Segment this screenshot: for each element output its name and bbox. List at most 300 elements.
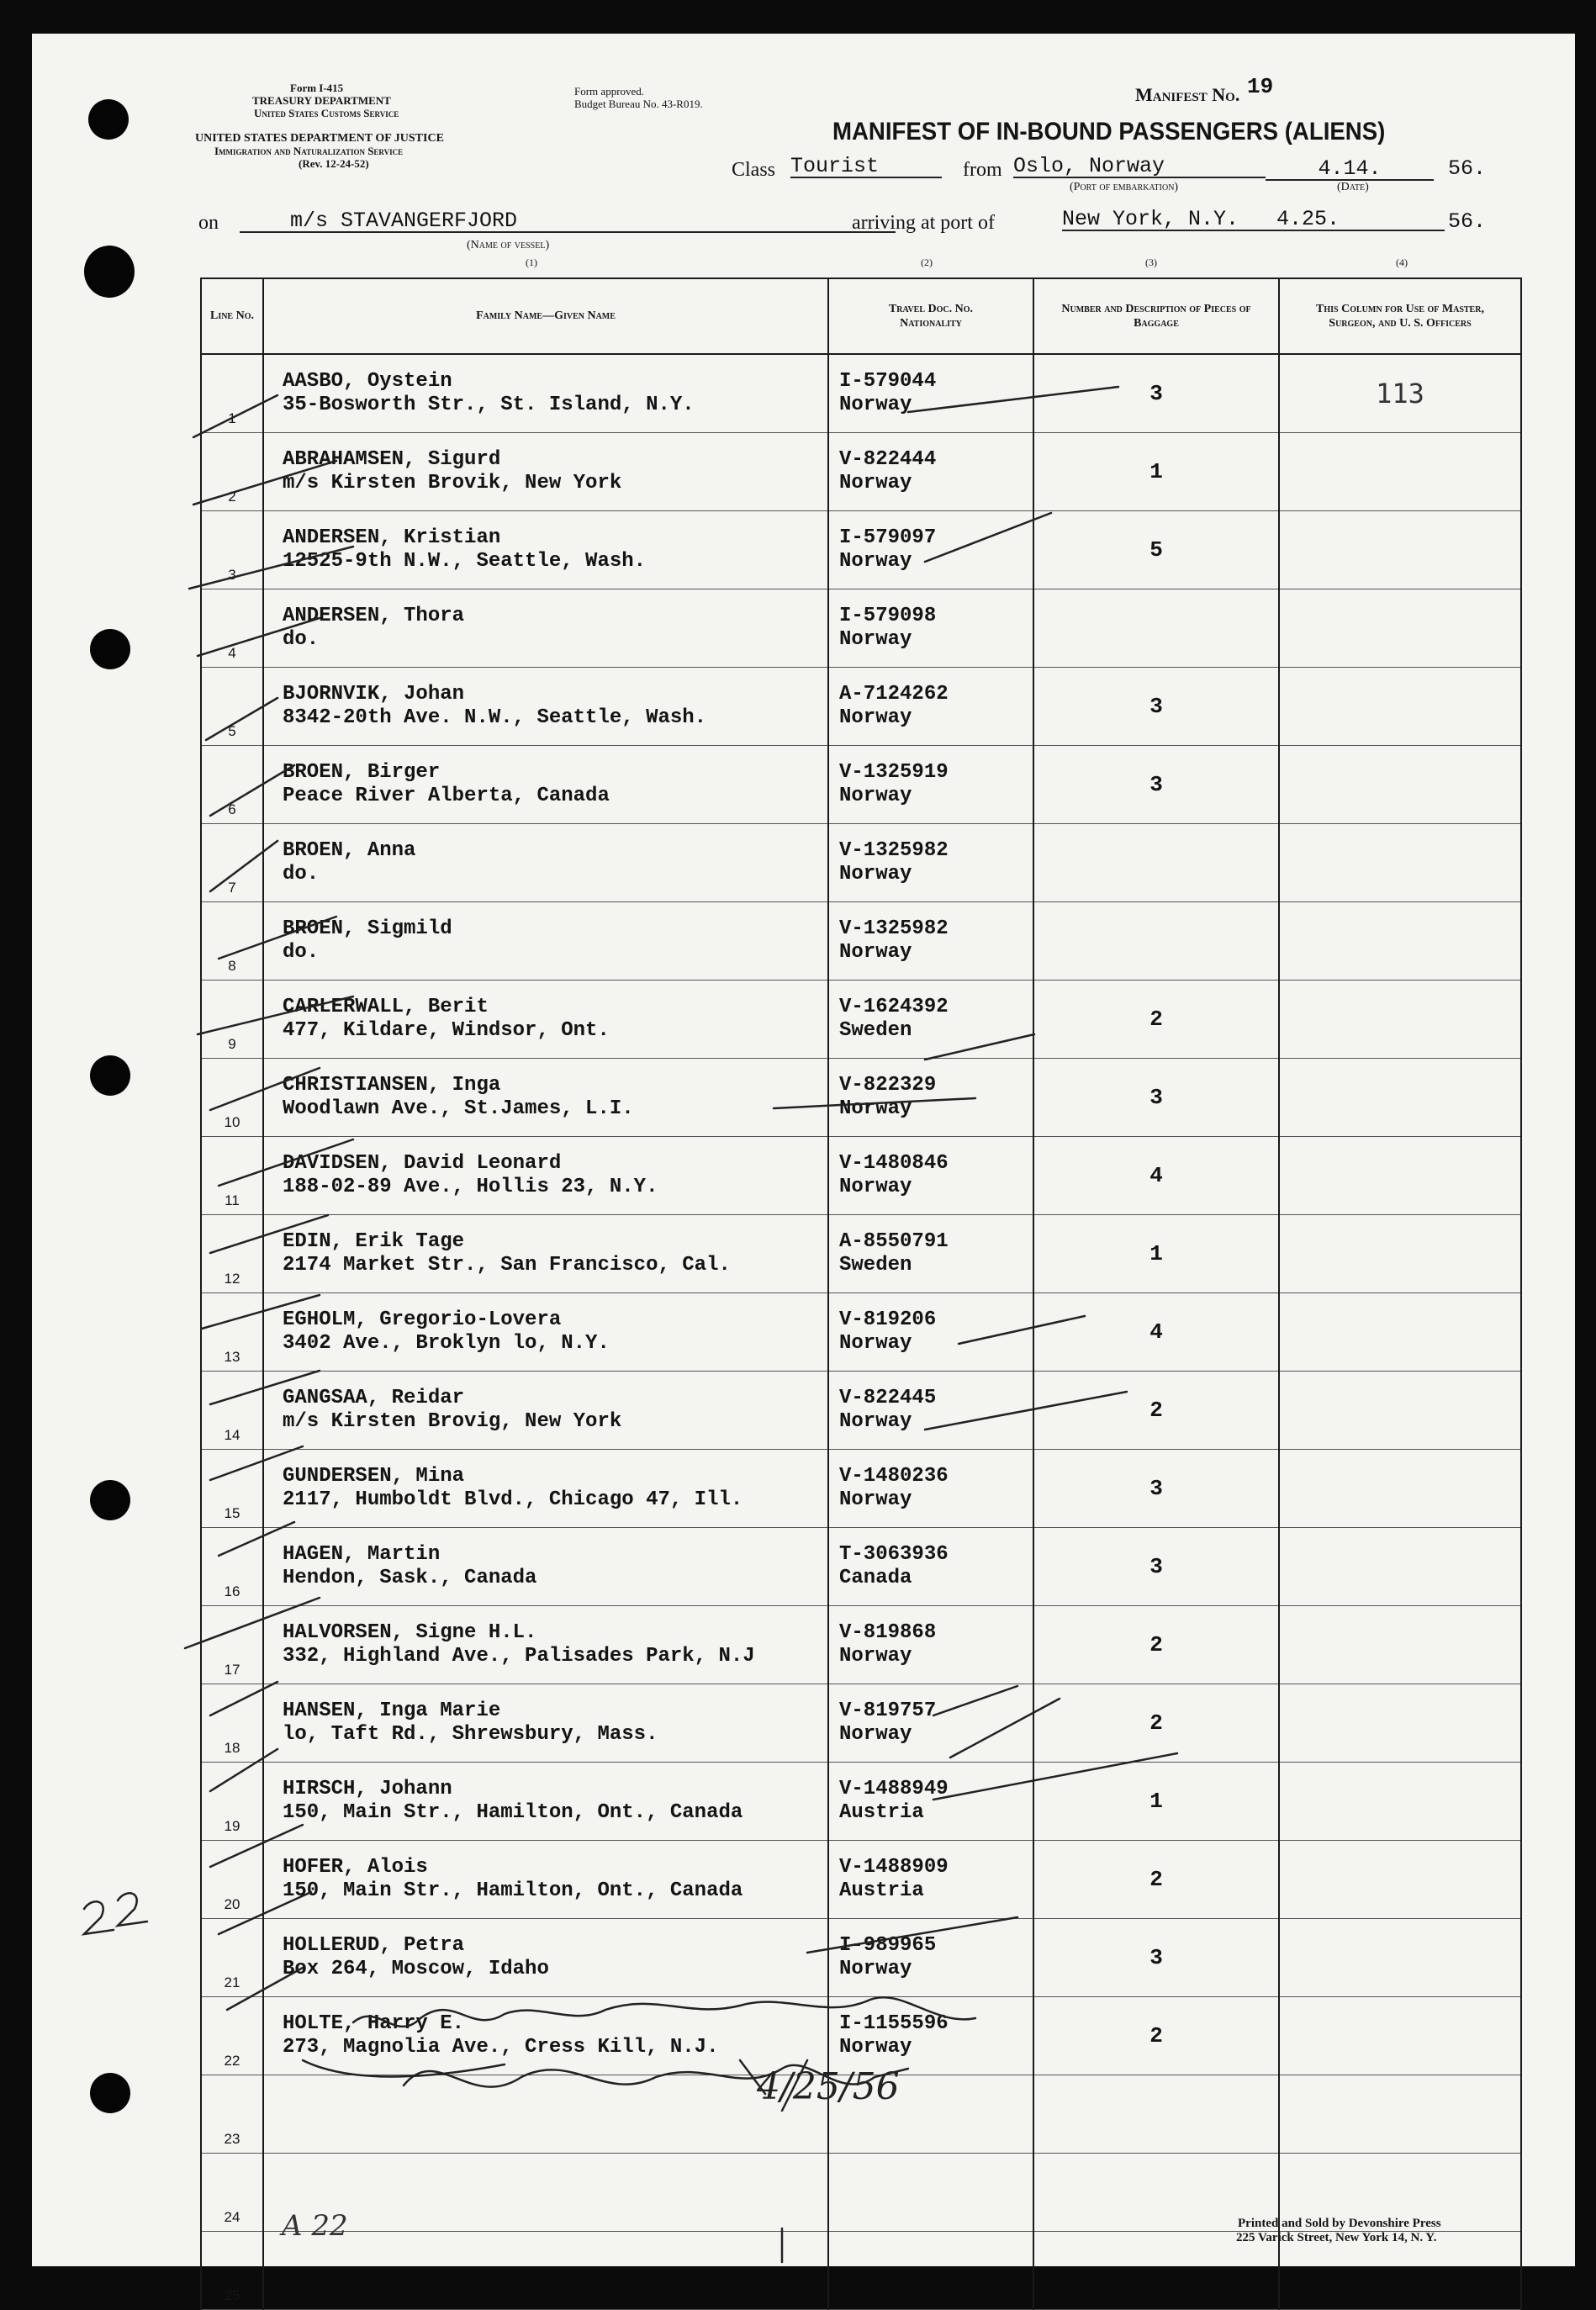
baggage-cell bbox=[1033, 1059, 1279, 1137]
baggage-cell bbox=[1033, 1997, 1279, 2075]
travel-doc-number: V-822445 bbox=[839, 1387, 937, 1410]
travel-doc-number: I-1155596 bbox=[839, 2012, 949, 2036]
travel-doc-number: I-579098 bbox=[839, 605, 937, 628]
vessel-name: m/s STAVANGERFJORD bbox=[240, 210, 896, 233]
baggage-cell bbox=[1033, 1919, 1279, 1997]
line-number bbox=[201, 1684, 263, 1763]
travel-doc-cell bbox=[828, 1215, 1033, 1293]
passenger-name: BROEN, Anna bbox=[283, 839, 416, 863]
passenger-name: HOLTE, Harry E. bbox=[283, 2012, 465, 2036]
line-number-text: 2 bbox=[228, 489, 236, 505]
nationality: Norway bbox=[839, 628, 912, 651]
passenger-address: 188-02-89 Ave., Hollis 23, N.Y. bbox=[283, 1176, 658, 1198]
revision-date: (Rev. 12-24-52) bbox=[299, 157, 369, 170]
passenger-name-cell bbox=[263, 1919, 828, 1997]
passenger-name: HAGEN, Martin bbox=[283, 1543, 441, 1567]
baggage-count: 3 bbox=[1149, 694, 1163, 719]
passenger-name-cell bbox=[263, 1450, 828, 1528]
passenger-name: GUNDERSEN, Mina bbox=[283, 1465, 465, 1488]
officer-cell bbox=[1279, 1372, 1521, 1450]
travel-doc-number: V-822444 bbox=[839, 448, 937, 472]
passenger-name: EDIN, Erik Tage bbox=[283, 1230, 465, 1254]
line-number-text: 8 bbox=[228, 958, 236, 974]
baggage-cell bbox=[1033, 2075, 1279, 2154]
baggage-count: 1 bbox=[1149, 1789, 1163, 1814]
travel-doc-cell bbox=[828, 1528, 1033, 1606]
baggage-cell bbox=[1033, 1137, 1279, 1215]
baggage-cell bbox=[1033, 354, 1279, 433]
travel-doc-number: V-1488949 bbox=[839, 1778, 949, 1801]
baggage-count: 2 bbox=[1149, 1867, 1163, 1892]
passenger-address: 8342-20th Ave. N.W., Seattle, Wash. bbox=[283, 706, 707, 729]
table-row bbox=[201, 1841, 1521, 1919]
baggage-count: 3 bbox=[1149, 1085, 1163, 1110]
passenger-name-cell bbox=[263, 1137, 828, 1215]
line-number bbox=[201, 1293, 263, 1372]
signature-note bbox=[521, 2027, 645, 2037]
line-number-text: 19 bbox=[224, 1818, 240, 1834]
passenger-name: DAVIDSEN, David Leonard bbox=[283, 1152, 562, 1176]
travel-doc-number: V-819206 bbox=[839, 1308, 937, 1332]
table-row bbox=[201, 1763, 1521, 1841]
line-number bbox=[201, 1763, 263, 1841]
col-num-1-top: (1) bbox=[526, 256, 537, 268]
travel-doc-number: I-579097 bbox=[839, 526, 937, 550]
baggage-cell bbox=[1033, 1372, 1279, 1450]
officer-cell bbox=[1279, 1606, 1521, 1684]
travel-doc-cell bbox=[828, 2232, 1033, 2310]
arrival-port: New York, N.Y. bbox=[1062, 209, 1276, 231]
passenger-address: 273, Magnolia Ave., Cress Kill, N.J. bbox=[283, 2036, 719, 2059]
table-row bbox=[201, 511, 1521, 589]
baggage-cell bbox=[1033, 902, 1279, 981]
line-number bbox=[201, 668, 263, 746]
passenger-address: do. bbox=[283, 628, 320, 651]
table-row bbox=[201, 589, 1521, 668]
officer-cell bbox=[1279, 668, 1521, 746]
line-number-text: 22 bbox=[224, 2053, 240, 2069]
passenger-address: 150, Main Str., Hamilton, Ont., Canada bbox=[283, 1801, 743, 1824]
baggage-cell bbox=[1033, 1528, 1279, 1606]
passenger-address: Peace River Alberta, Canada bbox=[283, 785, 610, 807]
passenger-name-cell bbox=[263, 981, 828, 1059]
passenger-address: 3402 Ave., Broklyn lo, N.Y. bbox=[283, 1332, 610, 1355]
passenger-name: HOLLERUD, Petra bbox=[283, 1934, 465, 1958]
baggage-cell bbox=[1033, 824, 1279, 902]
line-number bbox=[201, 433, 263, 511]
line-number-text: 13 bbox=[224, 1349, 240, 1365]
nationality: Norway bbox=[839, 550, 912, 573]
travel-doc-cell bbox=[828, 1997, 1033, 2075]
on-label: on bbox=[198, 212, 219, 234]
line-number-text: 1 bbox=[228, 410, 236, 426]
nationality: Norway bbox=[839, 1958, 912, 1980]
vessel-caption: (Name of vessel) bbox=[467, 239, 550, 251]
travel-doc-number: V-1488909 bbox=[839, 1856, 949, 1879]
form-approved: Form approved. bbox=[574, 85, 645, 98]
line-number bbox=[201, 1997, 263, 2075]
officer-cell bbox=[1279, 589, 1521, 668]
officer-cell bbox=[1279, 2075, 1521, 2154]
table-row bbox=[201, 981, 1521, 1059]
line-number-text: 4 bbox=[228, 645, 236, 661]
officer-cell bbox=[1279, 1450, 1521, 1528]
travel-doc-number: V-1480236 bbox=[839, 1465, 949, 1488]
passenger-address: 35-Bosworth Str., St. Island, N.Y. bbox=[283, 394, 695, 416]
passenger-name: ANDERSEN, Thora bbox=[283, 605, 465, 628]
passenger-name-cell bbox=[263, 1293, 828, 1372]
passenger-name: HOFER, Alois bbox=[283, 1856, 428, 1879]
line-number-text: 5 bbox=[228, 723, 236, 739]
printer-line-1: Printed and Sold by Devonshire Press bbox=[1238, 2217, 1441, 2230]
passenger-address: Woodlawn Ave., St.James, L.I. bbox=[283, 1097, 634, 1120]
justice-dept: UNITED STATES DEPARTMENT OF JUSTICE bbox=[195, 132, 444, 145]
line-number bbox=[201, 2075, 263, 2154]
passenger-name-cell bbox=[263, 746, 828, 824]
passenger-name-cell bbox=[263, 433, 828, 511]
line-number bbox=[201, 746, 263, 824]
line-number-text: 25 bbox=[224, 2287, 240, 2303]
line-number-text: 11 bbox=[225, 1192, 240, 1208]
line-number-text: 17 bbox=[224, 1662, 240, 1678]
table-row bbox=[201, 824, 1521, 902]
travel-doc-cell bbox=[828, 511, 1033, 589]
baggage-cell bbox=[1033, 1684, 1279, 1763]
travel-doc-cell bbox=[828, 433, 1033, 511]
nationality: Norway bbox=[839, 1176, 912, 1198]
table-row bbox=[201, 1606, 1521, 1684]
baggage-count: 2 bbox=[1149, 1710, 1163, 1736]
passenger-name-cell bbox=[263, 902, 828, 981]
from-label: from bbox=[963, 159, 1002, 181]
arriving-label: arriving at port of bbox=[852, 212, 995, 234]
nationality: Norway bbox=[839, 1097, 912, 1120]
travel-doc-cell bbox=[828, 1919, 1033, 1997]
passenger-name-cell bbox=[263, 589, 828, 668]
col-num-2: (2) bbox=[921, 256, 933, 268]
line-number bbox=[201, 354, 263, 433]
signature-date: 4/25/56 bbox=[757, 2065, 900, 2108]
binder-hole bbox=[88, 99, 129, 140]
baggage-count: 2 bbox=[1149, 1007, 1163, 1032]
passenger-name-cell bbox=[263, 1606, 828, 1684]
treasury-dept: TREASURY DEPARTMENT bbox=[252, 94, 391, 107]
baggage-cell bbox=[1033, 589, 1279, 668]
officer-cell bbox=[1279, 1763, 1521, 1841]
baggage-count: 1 bbox=[1149, 1241, 1163, 1266]
line-number-text: 15 bbox=[224, 1505, 240, 1521]
col-header-officers: This Column for Use of Master, Surgeon, and U. S. Officers bbox=[1279, 278, 1521, 354]
passenger-name: CHRISTIANSEN, Inga bbox=[283, 1074, 501, 1097]
table-row bbox=[201, 1919, 1521, 1997]
table-row bbox=[201, 1137, 1521, 1215]
officer-cell bbox=[1279, 1137, 1521, 1215]
table-row bbox=[201, 433, 1521, 511]
baggage-cell bbox=[1033, 1763, 1279, 1841]
binder-hole bbox=[84, 246, 135, 298]
passenger-name-cell bbox=[263, 1528, 828, 1606]
baggage-cell bbox=[1033, 746, 1279, 824]
passenger-name-cell bbox=[263, 1372, 828, 1450]
officer-cell bbox=[1279, 981, 1521, 1059]
passenger-name-cell bbox=[263, 1215, 828, 1293]
baggage-cell bbox=[1033, 668, 1279, 746]
travel-doc-cell bbox=[828, 1137, 1033, 1215]
nationality: Norway bbox=[839, 1645, 912, 1668]
line-number-text: 3 bbox=[228, 567, 236, 583]
passenger-address: lo, Taft Rd., Shrewsbury, Mass. bbox=[283, 1723, 658, 1746]
nationality: Norway bbox=[839, 394, 912, 416]
line-number bbox=[201, 824, 263, 902]
line-number-text: 18 bbox=[224, 1740, 240, 1756]
table-row bbox=[201, 902, 1521, 981]
passenger-name: HALVORSEN, Signe H.L. bbox=[283, 1621, 537, 1645]
travel-doc-number: V-1325982 bbox=[839, 917, 949, 941]
line-number-text: 21 bbox=[224, 1974, 240, 1990]
officer-cell bbox=[1279, 511, 1521, 589]
passenger-address: do. bbox=[283, 863, 320, 885]
class-label: Class bbox=[732, 159, 776, 181]
table-row bbox=[201, 746, 1521, 824]
officer-cell bbox=[1279, 902, 1521, 981]
class-value: Tourist bbox=[790, 156, 942, 178]
table-row bbox=[201, 668, 1521, 746]
table-row bbox=[201, 1293, 1521, 1372]
passenger-name-cell bbox=[263, 1841, 828, 1919]
travel-doc-cell bbox=[828, 589, 1033, 668]
baggage-cell bbox=[1033, 1215, 1279, 1293]
passenger-name-cell bbox=[263, 511, 828, 589]
travel-doc-cell bbox=[828, 824, 1033, 902]
baggage-count: 3 bbox=[1149, 772, 1163, 797]
travel-doc-number: I-989965 bbox=[839, 1934, 937, 1958]
passenger-name: ABRAHAMSEN, Sigurd bbox=[283, 448, 501, 472]
passenger-name: ANDERSEN, Kristian bbox=[283, 526, 501, 550]
officer-cell bbox=[1279, 746, 1521, 824]
travel-doc-cell bbox=[828, 2154, 1033, 2232]
nationality: Norway bbox=[839, 472, 912, 494]
line-number-text: 23 bbox=[224, 2131, 240, 2147]
baggage-count: 3 bbox=[1149, 1476, 1163, 1501]
nationality: Norway bbox=[839, 706, 912, 729]
travel-doc-cell bbox=[828, 1059, 1033, 1137]
passenger-name-cell bbox=[263, 2075, 828, 2154]
line-number bbox=[201, 2232, 263, 2310]
table-row bbox=[201, 1684, 1521, 1763]
travel-doc-cell bbox=[828, 981, 1033, 1059]
passenger-name: GANGSAA, Reidar bbox=[283, 1387, 465, 1410]
table-row bbox=[201, 1215, 1521, 1293]
travel-doc-cell bbox=[828, 1372, 1033, 1450]
travel-doc-number: V-819757 bbox=[839, 1699, 937, 1723]
travel-doc-cell bbox=[828, 354, 1033, 433]
officer-cell bbox=[1279, 1684, 1521, 1763]
officer-cell bbox=[1279, 1997, 1521, 2075]
line-number bbox=[201, 981, 263, 1059]
nationality: Norway bbox=[839, 863, 912, 885]
nationality: Norway bbox=[839, 1332, 912, 1355]
passenger-address: 332, Highland Ave., Palisades Park, N.J bbox=[283, 1645, 755, 1668]
passenger-address: Hendon, Sask., Canada bbox=[283, 1567, 537, 1589]
travel-doc-cell bbox=[828, 1763, 1033, 1841]
line-number-text: 24 bbox=[224, 2209, 240, 2225]
travel-doc-cell bbox=[828, 1293, 1033, 1372]
officer-cell bbox=[1279, 1841, 1521, 1919]
passenger-address: 150, Main Str., Hamilton, Ont., Canada bbox=[283, 1879, 743, 1902]
nationality: Austria bbox=[839, 1801, 924, 1824]
nationality: Norway bbox=[839, 1488, 912, 1511]
baggage-cell bbox=[1033, 981, 1279, 1059]
passenger-table bbox=[200, 278, 1522, 2310]
passenger-name-cell bbox=[263, 2232, 828, 2310]
line-number-text: 7 bbox=[228, 880, 236, 896]
officer-cell bbox=[1279, 824, 1521, 902]
baggage-cell bbox=[1033, 1293, 1279, 1372]
travel-doc-cell bbox=[828, 746, 1033, 824]
date-caption: (Date) bbox=[1337, 181, 1369, 193]
manifest-title: MANIFEST OF IN-BOUND PASSENGERS (ALIENS) bbox=[832, 118, 1386, 145]
nationality: Norway bbox=[839, 2036, 912, 2059]
passenger-address: m/s Kirsten Brovig, New York bbox=[283, 1410, 622, 1433]
line-number bbox=[201, 1372, 263, 1450]
binder-hole bbox=[90, 1480, 130, 1520]
line-number-text: 9 bbox=[228, 1036, 236, 1052]
passenger-name: HIRSCH, Johann bbox=[283, 1778, 452, 1801]
table-row bbox=[201, 1528, 1521, 1606]
passenger-name-cell bbox=[263, 668, 828, 746]
travel-doc-number: V-1624392 bbox=[839, 996, 949, 1019]
line-number bbox=[201, 1606, 263, 1684]
baggage-cell bbox=[1033, 511, 1279, 589]
col-header-line: Line No. bbox=[201, 278, 263, 354]
budget-bureau: Budget Bureau No. 43-R019. bbox=[574, 98, 703, 110]
line-number bbox=[201, 2154, 263, 2232]
travel-doc-number: V-822329 bbox=[839, 1074, 937, 1097]
passenger-name-cell bbox=[263, 1059, 828, 1137]
officer-cell bbox=[1279, 1919, 1521, 1997]
line-number-text: 20 bbox=[224, 1896, 240, 1912]
officer-cell bbox=[1279, 433, 1521, 511]
embark-date: 4.14. bbox=[1266, 158, 1434, 181]
nationality: Norway bbox=[839, 941, 912, 964]
passenger-name-cell bbox=[263, 354, 828, 433]
baggage-cell bbox=[1033, 1606, 1279, 1684]
nationality: Canada bbox=[839, 1567, 912, 1589]
baggage-count: 1 bbox=[1149, 459, 1163, 484]
travel-doc-cell bbox=[828, 668, 1033, 746]
travel-doc-number: I-579044 bbox=[839, 370, 937, 394]
line-number-text: 14 bbox=[224, 1427, 240, 1443]
line-number-text: 6 bbox=[228, 801, 236, 817]
passenger-address: 12525-9th N.W., Seattle, Wash. bbox=[283, 550, 647, 573]
baggage-count: 5 bbox=[1149, 537, 1163, 563]
travel-doc-cell bbox=[828, 1841, 1033, 1919]
officer-cell bbox=[1279, 1059, 1521, 1137]
passenger-name-cell bbox=[263, 1684, 828, 1763]
passenger-address: m/s Kirsten Brovik, New York bbox=[283, 472, 622, 494]
baggage-count: 3 bbox=[1149, 1945, 1163, 1970]
nationality: Norway bbox=[839, 785, 912, 807]
passenger-name: BJORNVIK, Johan bbox=[283, 683, 465, 706]
nationality: Sweden bbox=[839, 1254, 912, 1277]
travel-doc-cell bbox=[828, 1684, 1033, 1763]
binder-hole bbox=[90, 2073, 130, 2113]
officer-cell bbox=[1279, 354, 1521, 433]
col-header-baggage: Number and Description of Pieces of Baggage bbox=[1033, 278, 1279, 354]
baggage-count: 4 bbox=[1149, 1319, 1163, 1345]
bottom-left-note: A 22 bbox=[282, 2209, 348, 2243]
col-num-4: (4) bbox=[1396, 256, 1408, 268]
arrival-year: 56. bbox=[1448, 209, 1487, 234]
officer-cell bbox=[1279, 1215, 1521, 1293]
nationality: Austria bbox=[839, 1879, 924, 1902]
travel-doc-number: V-1325982 bbox=[839, 839, 949, 863]
baggage-cell bbox=[1033, 433, 1279, 511]
passenger-name: AASBO, Oystein bbox=[283, 370, 452, 394]
margin-note bbox=[81, 1892, 93, 1902]
nationality: Sweden bbox=[839, 1019, 912, 1042]
travel-doc-cell bbox=[828, 902, 1033, 981]
col-header-doc: Travel Doc. No. Nationality bbox=[828, 278, 1033, 354]
line-number bbox=[201, 902, 263, 981]
printer-line-2: 225 Varick Street, New York 14, N. Y. bbox=[1236, 2231, 1437, 2244]
line-number bbox=[201, 589, 263, 668]
line-number-text: 16 bbox=[224, 1583, 240, 1599]
baggage-count: 3 bbox=[1149, 1554, 1163, 1579]
passenger-name: CARLERWALL, Berit bbox=[283, 996, 489, 1019]
line-number bbox=[201, 1528, 263, 1606]
line-number bbox=[201, 1215, 263, 1293]
table-row bbox=[201, 354, 1521, 433]
line-number bbox=[201, 1450, 263, 1528]
passenger-address: 2174 Market Str., San Francisco, Cal. bbox=[283, 1254, 731, 1277]
passenger-name: HANSEN, Inga Marie bbox=[283, 1699, 501, 1723]
passenger-name: BROEN, Sigmild bbox=[283, 917, 452, 941]
port-of-embarkation: Oslo, Norway bbox=[1013, 156, 1266, 178]
passenger-name-cell bbox=[263, 824, 828, 902]
passenger-address: 2117, Humboldt Blvd., Chicago 47, Ill. bbox=[283, 1488, 743, 1511]
officer-cell bbox=[1279, 1293, 1521, 1372]
manifest-no-value: 19 bbox=[1247, 74, 1274, 99]
baggage-count: 2 bbox=[1149, 1632, 1163, 1657]
travel-doc-number: V-1480846 bbox=[839, 1152, 949, 1176]
line-number bbox=[201, 511, 263, 589]
manifest-no-label: Manifest No. bbox=[1135, 84, 1240, 105]
binder-hole bbox=[90, 1055, 130, 1096]
travel-doc-cell bbox=[828, 1450, 1033, 1528]
customs-service: United States Customs Service bbox=[254, 107, 399, 119]
table-row bbox=[201, 1372, 1521, 1450]
travel-doc-number: T-3063936 bbox=[839, 1543, 949, 1567]
line-number-text: 10 bbox=[224, 1114, 240, 1130]
table-row bbox=[201, 1059, 1521, 1137]
baggage-count: 4 bbox=[1149, 1163, 1163, 1188]
passenger-address: 477, Kildare, Windsor, Ont. bbox=[283, 1019, 610, 1042]
line-number bbox=[201, 1059, 263, 1137]
baggage-cell bbox=[1033, 1450, 1279, 1528]
passenger-address: do. bbox=[283, 941, 320, 964]
officer-cell bbox=[1279, 1528, 1521, 1606]
passenger-name: EGHOLM, Gregorio-Lovera bbox=[283, 1308, 562, 1332]
line-number bbox=[201, 1841, 263, 1919]
baggage-count: 2 bbox=[1149, 1398, 1163, 1423]
col-header-name: Family Name—Given Name bbox=[263, 278, 828, 354]
nationality: Norway bbox=[839, 1410, 912, 1433]
col-num-3: (3) bbox=[1145, 256, 1157, 268]
embark-year: 56. bbox=[1448, 156, 1487, 181]
table-row bbox=[201, 1450, 1521, 1528]
arrival-date: 4.25. bbox=[1276, 209, 1445, 231]
